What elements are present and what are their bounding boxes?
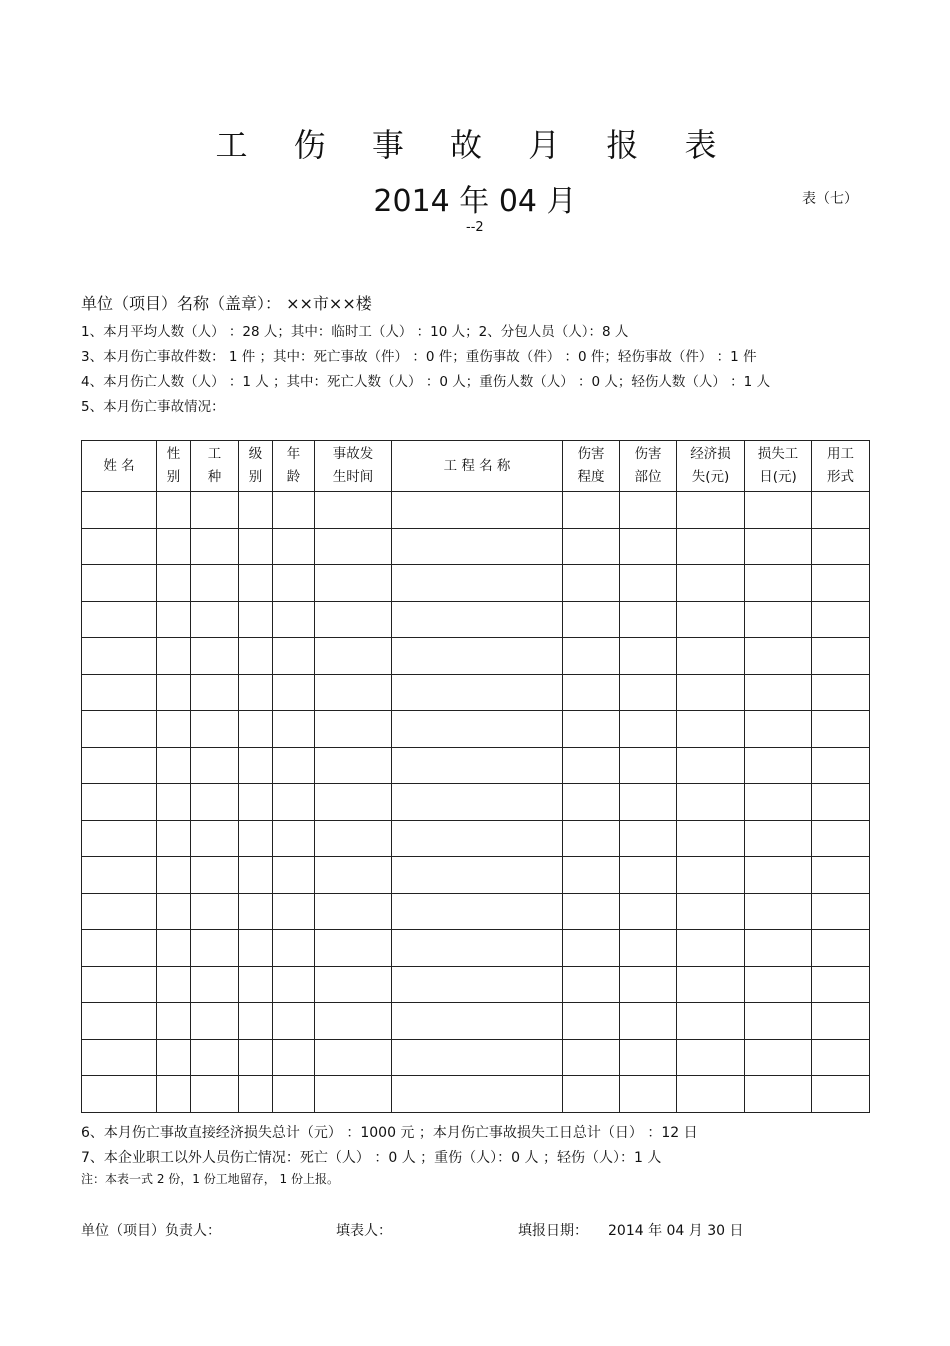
accident-table: [81, 440, 870, 1113]
header-grade: 级 别: [239, 441, 273, 492]
header-injury-degree: 伤害 程度: [563, 441, 620, 492]
table-cell: [191, 784, 239, 821]
table-cell: [315, 528, 392, 565]
header-injury-part: 伤害 部位: [620, 441, 677, 492]
table-cell: [620, 711, 677, 748]
table-cell: [563, 528, 620, 565]
header-lost-days: 损失工 日(元): [745, 441, 812, 492]
report-title: 工 伤 事 故 月 报 表: [215, 126, 735, 164]
table-cell: [82, 711, 157, 748]
fill-date-label: 填报日期：: [518, 1223, 588, 1239]
table-cell: [157, 930, 191, 967]
table-cell: [812, 820, 870, 857]
table-cell: [812, 528, 870, 565]
table-cell: [392, 1076, 563, 1113]
table-cell: [620, 638, 677, 675]
table-cell: [82, 674, 157, 711]
table-cell: [812, 492, 870, 529]
table-cell: [157, 711, 191, 748]
table-cell: [812, 711, 870, 748]
table-cell: [677, 857, 745, 894]
table-cell: [239, 601, 273, 638]
table-row: [82, 820, 870, 857]
fill-date-value: 2014 年 04 月 30 日: [608, 1223, 744, 1239]
table-cell: [745, 528, 812, 565]
report-month: 2014 年 04 月: [373, 184, 577, 219]
table-cell: [812, 674, 870, 711]
table-cell: [191, 492, 239, 529]
table-cell: [82, 1039, 157, 1076]
table-cell: [677, 1076, 745, 1113]
table-cell: [745, 1003, 812, 1040]
table-cell: [239, 528, 273, 565]
table-cell: [392, 638, 563, 675]
table-cell: [82, 747, 157, 784]
header-project-name: 工 程 名 称: [392, 441, 563, 492]
table-row: [82, 930, 870, 967]
table-cell: [191, 747, 239, 784]
table-body: [82, 492, 870, 1113]
table-cell: [392, 492, 563, 529]
table-cell: [191, 893, 239, 930]
table-cell: [157, 966, 191, 1003]
table-cell: [157, 638, 191, 675]
table-cell: [620, 784, 677, 821]
table-cell: [745, 930, 812, 967]
table-cell: [677, 784, 745, 821]
table-cell: [273, 820, 315, 857]
table-cell: [745, 893, 812, 930]
table-cell: [392, 565, 563, 602]
table-cell: [677, 1039, 745, 1076]
table-cell: [239, 857, 273, 894]
table-cell: [315, 1039, 392, 1076]
table-cell: [677, 1003, 745, 1040]
table-cell: [677, 674, 745, 711]
table-cell: [745, 784, 812, 821]
table-cell: [157, 784, 191, 821]
table-row: [82, 528, 870, 565]
table-cell: [563, 638, 620, 675]
table-cell: [392, 857, 563, 894]
table-cell: [157, 893, 191, 930]
table-cell: [812, 930, 870, 967]
table-cell: [392, 1003, 563, 1040]
table-cell: [620, 966, 677, 1003]
table-cell: [315, 966, 392, 1003]
table-cell: [239, 711, 273, 748]
table-row: [82, 857, 870, 894]
table-cell: [620, 893, 677, 930]
table-row: [82, 966, 870, 1003]
table-cell: [82, 492, 157, 529]
table-cell: [191, 1039, 239, 1076]
header-economic-loss: 经济损 失(元): [677, 441, 745, 492]
unit-name-label: 单位（项目）名称（盖章）：: [81, 294, 282, 313]
table-cell: [620, 1003, 677, 1040]
table-cell: [677, 966, 745, 1003]
info-line-5: 5、本月伤亡事故情况：: [81, 399, 225, 415]
table-cell: [563, 674, 620, 711]
table-cell: [677, 565, 745, 602]
table-cell: [812, 601, 870, 638]
table-cell: [812, 893, 870, 930]
table-cell: [82, 638, 157, 675]
table-cell: [239, 638, 273, 675]
table-cell: [620, 1039, 677, 1076]
table-cell: [745, 1076, 812, 1113]
table-cell: [315, 1003, 392, 1040]
table-cell: [273, 1003, 315, 1040]
table-cell: [315, 1076, 392, 1113]
table-cell: [239, 1003, 273, 1040]
table-row: [82, 492, 870, 529]
table-cell: [191, 930, 239, 967]
table-row: [82, 638, 870, 675]
table-cell: [563, 1076, 620, 1113]
header-accident-time: 事故发 生时间: [315, 441, 392, 492]
table-cell: [677, 711, 745, 748]
table-cell: [392, 674, 563, 711]
header-employment-form: 用工 形式: [812, 441, 870, 492]
table-cell: [620, 565, 677, 602]
table-cell: [392, 1039, 563, 1076]
table-cell: [82, 930, 157, 967]
table-cell: [677, 638, 745, 675]
table-cell: [315, 747, 392, 784]
table-cell: [82, 820, 157, 857]
table-cell: [620, 747, 677, 784]
table-cell: [620, 528, 677, 565]
table-cell: [563, 820, 620, 857]
table-cell: [191, 857, 239, 894]
unit-leader-label: 单位（项目）负责人：: [81, 1223, 221, 1239]
table-cell: [157, 1003, 191, 1040]
table-cell: [563, 711, 620, 748]
table-cell: [392, 784, 563, 821]
table-cell: [82, 893, 157, 930]
table-cell: [620, 930, 677, 967]
header-name: 姓 名: [82, 441, 157, 492]
table-cell: [392, 930, 563, 967]
table-cell: [82, 1076, 157, 1113]
table-cell: [745, 711, 812, 748]
table-cell: [677, 492, 745, 529]
table-cell: [239, 1076, 273, 1113]
table-cell: [82, 601, 157, 638]
table-row: [82, 674, 870, 711]
table-cell: [82, 784, 157, 821]
table-cell: [239, 893, 273, 930]
unit-name-line: [81, 291, 372, 314]
table-cell: [273, 565, 315, 602]
table-cell: [191, 601, 239, 638]
table-cell: [273, 711, 315, 748]
table-cell: [273, 1076, 315, 1113]
table-cell: [239, 492, 273, 529]
table-cell: [82, 966, 157, 1003]
table-cell: [812, 966, 870, 1003]
table-row: [82, 601, 870, 638]
table-cell: [273, 601, 315, 638]
table-cell: [157, 565, 191, 602]
table-row: [82, 893, 870, 930]
table-cell: [563, 1039, 620, 1076]
table-cell: [157, 528, 191, 565]
table-cell: [273, 893, 315, 930]
table-cell: [745, 747, 812, 784]
table-cell: [239, 966, 273, 1003]
table-cell: [273, 747, 315, 784]
table-cell: [157, 820, 191, 857]
table-cell: [745, 601, 812, 638]
header-work-type: 工 种: [191, 441, 239, 492]
table-cell: [812, 1076, 870, 1113]
header-gender: 性 别: [157, 441, 191, 492]
filler-label: 填表人：: [336, 1223, 392, 1239]
table-cell: [315, 674, 392, 711]
table-cell: [745, 565, 812, 602]
table-cell: [191, 674, 239, 711]
table-cell: [745, 1039, 812, 1076]
table-cell: [273, 966, 315, 1003]
table-cell: [191, 711, 239, 748]
info-line-1: 1、本月平均人数（人） ：28 人；其中：临时工（人） ：10 人；2、分包人员（人）：8 人: [81, 324, 629, 340]
table-cell: [392, 820, 563, 857]
table-cell: [315, 711, 392, 748]
table-cell: [563, 857, 620, 894]
page-number: --2: [466, 220, 484, 235]
table-cell: [273, 674, 315, 711]
table-cell: [677, 930, 745, 967]
table-cell: [315, 820, 392, 857]
table-cell: [745, 674, 812, 711]
table-cell: [620, 857, 677, 894]
table-cell: [812, 1003, 870, 1040]
table-cell: [812, 1039, 870, 1076]
table-cell: [392, 966, 563, 1003]
table-cell: [677, 601, 745, 638]
table-cell: [315, 930, 392, 967]
summary-line-7: 7、本企业职工以外人员伤亡情况：死亡（人） ：0 人 ；重伤（人）：0 人 ；轻伤（人）：1 人: [81, 1150, 662, 1166]
table-cell: [239, 565, 273, 602]
table-cell: [315, 565, 392, 602]
table-cell: [273, 528, 315, 565]
info-line-4: 4、本月伤亡人数（人） ：1 人 ；其中：死亡人数（人） ：0 人；重伤人数（人） ：0 人；轻伤人数（人） ：1 人: [81, 374, 771, 390]
table-cell: [812, 857, 870, 894]
table-cell: [157, 492, 191, 529]
table-cell: [620, 674, 677, 711]
table-cell: [563, 784, 620, 821]
table-cell: [157, 1076, 191, 1113]
table-cell: [563, 893, 620, 930]
table-cell: [745, 820, 812, 857]
table-cell: [315, 492, 392, 529]
table-cell: [239, 930, 273, 967]
table-cell: [273, 1039, 315, 1076]
table-cell: [677, 528, 745, 565]
table-cell: [315, 893, 392, 930]
table-row: [82, 747, 870, 784]
table-cell: [812, 784, 870, 821]
note: 注：本表一式 2 份，1 份工地留存， 1 份上报。: [81, 1172, 339, 1186]
table-cell: [191, 1076, 239, 1113]
table-header-row: [82, 441, 870, 492]
table-cell: [191, 1003, 239, 1040]
table-cell: [273, 638, 315, 675]
table-cell: [315, 601, 392, 638]
table-cell: [392, 601, 563, 638]
table-cell: [745, 492, 812, 529]
table-cell: [620, 492, 677, 529]
table-cell: [563, 492, 620, 529]
table-cell: [157, 601, 191, 638]
table-row: [82, 1076, 870, 1113]
table-cell: [563, 747, 620, 784]
table-cell: [392, 893, 563, 930]
table-cell: [273, 784, 315, 821]
table-cell: [563, 930, 620, 967]
table-cell: [745, 638, 812, 675]
table-cell: [812, 747, 870, 784]
table-cell: [239, 747, 273, 784]
info-line-3: 3、本月伤亡事故件数： 1 件 ；其中：死亡事故（件） ：0 件；重伤事故（件） ：0 件；轻伤事故（件） ：1 件: [81, 349, 757, 365]
table-cell: [812, 638, 870, 675]
table-cell: [191, 638, 239, 675]
table-cell: [82, 1003, 157, 1040]
table-cell: [82, 565, 157, 602]
table-cell: [191, 528, 239, 565]
table-row: [82, 784, 870, 821]
unit-name-value: ××市××楼: [286, 294, 372, 313]
table-row: [82, 565, 870, 602]
table-cell: [620, 820, 677, 857]
table-cell: [82, 528, 157, 565]
table-cell: [563, 565, 620, 602]
table-cell: [273, 492, 315, 529]
table-cell: [315, 784, 392, 821]
table-cell: [157, 747, 191, 784]
table-cell: [315, 638, 392, 675]
table-cell: [392, 747, 563, 784]
table-cell: [745, 966, 812, 1003]
table-cell: [157, 674, 191, 711]
table-cell: [239, 820, 273, 857]
form-number: 表（七）: [802, 191, 858, 207]
table-cell: [563, 601, 620, 638]
table-row: [82, 1039, 870, 1076]
table-cell: [563, 1003, 620, 1040]
table-cell: [745, 857, 812, 894]
header-age: 年 龄: [273, 441, 315, 492]
table-cell: [677, 747, 745, 784]
table-cell: [82, 857, 157, 894]
table-cell: [273, 857, 315, 894]
table-cell: [157, 857, 191, 894]
table-cell: [239, 784, 273, 821]
table-cell: [191, 820, 239, 857]
table-row: [82, 1003, 870, 1040]
summary-line-6: 6、本月伤亡事故直接经济损失总计（元） ：1000 元 ；本月伤亡事故损失工日总计（日） ：12 日: [81, 1125, 698, 1141]
table-row: [82, 711, 870, 748]
table-cell: [620, 601, 677, 638]
table-cell: [563, 966, 620, 1003]
table-cell: [191, 565, 239, 602]
table-cell: [392, 528, 563, 565]
table-cell: [239, 674, 273, 711]
table-cell: [812, 565, 870, 602]
table-cell: [191, 966, 239, 1003]
table-cell: [157, 1039, 191, 1076]
table-cell: [677, 820, 745, 857]
table-cell: [392, 711, 563, 748]
table-cell: [315, 857, 392, 894]
table-cell: [239, 1039, 273, 1076]
table-cell: [677, 893, 745, 930]
table-cell: [620, 1076, 677, 1113]
table-cell: [273, 930, 315, 967]
